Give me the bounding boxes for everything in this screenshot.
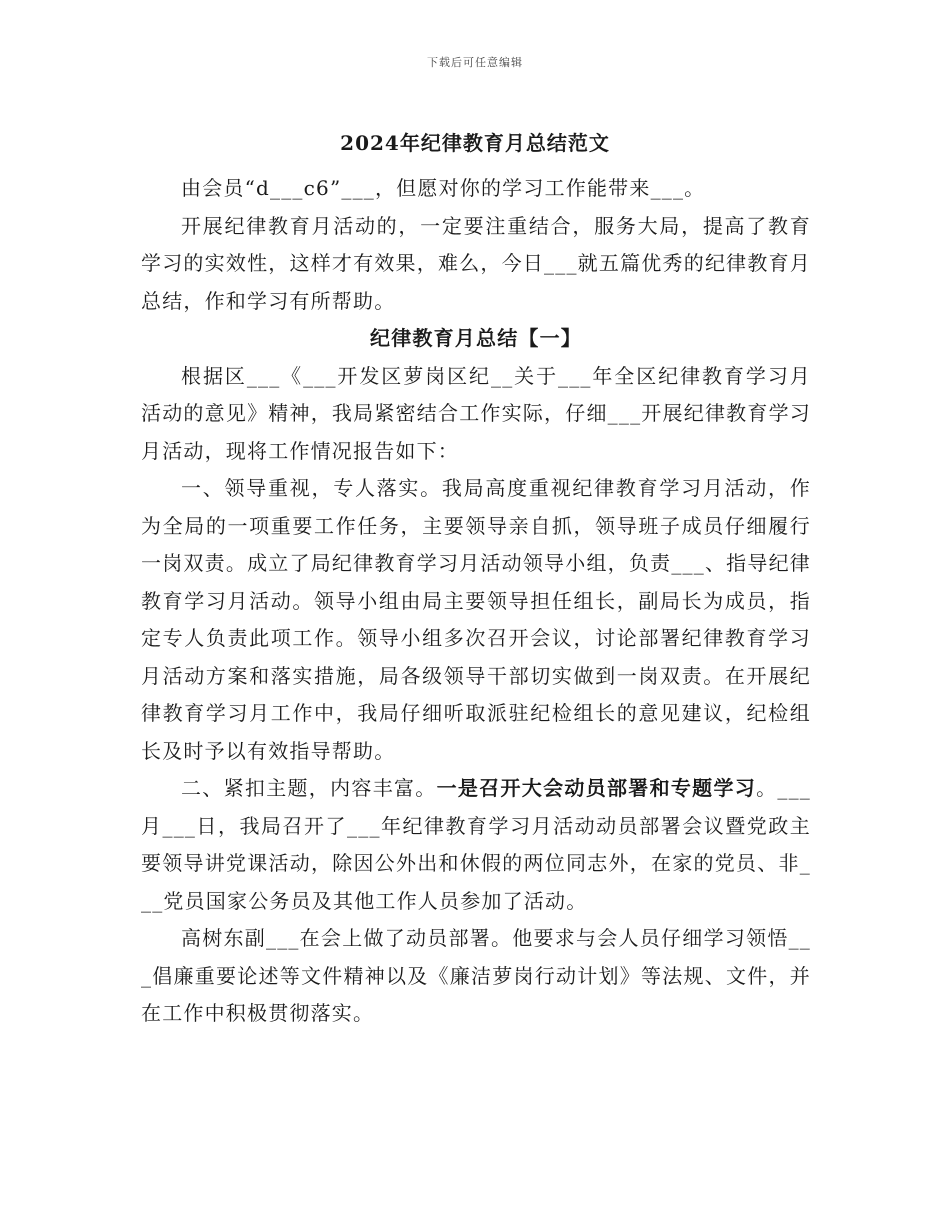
section-heading: 纪律教育月总结【一】 [370,326,582,350]
section-paragraph-4: 高树东副___在会上做了动员部署。他要求与会人员仔细学习领悟___倡廉重要论述等文件精神以及《廉洁萝岗行动计划》等法规、文件，并在工作中积极贯彻落实。 [141,926,811,1025]
document-title: 2024年纪律教育月总结范文 [340,131,610,155]
section-paragraph-2: 一、领导重视，专人落实。我局高度重视纪律教育学习月活动，作为全局的一项重要工作任务，主要领导亲自抓，领导班子成员仔细履行一岗双责。成立了局纪律教育学习月活动领导小组，负责___、指导纪律教育学习月活动。领导小组由局主要领导担任组长，副局长为成员，指定专人负责此项工作。领导小组多次召开会议，讨论部署纪律教育学习月活动方案和落实措施，局各级领导干部切实做到一岗双责。在开展纪律教育学习月工作中，我局仔细听取派驻纪检组长的意见建议，纪检组长及时予以有效指导帮助。 [141,476,811,763]
intro-paragraph-2: 开展纪律教育月活动的，一定要注重结合，服务大局，提高了教育学习的实效性，这样才有效果，难么，今日___就五篇优秀的纪律教育月总结，作和学习有所帮助。 [141,213,811,313]
paragraph-3-lead: 二、紧扣主题，内容丰富。 [181,776,437,800]
paragraph-3-rest: 。___月___日，我局召开了___年纪律教育学习月活动动员部署会议暨党政主要领导讲党课活动，除因公外出和休假的两位同志外，在家的党员、非___党员国家公务员及其他工作人员参加了活动。 [141,776,811,913]
paragraph-3-bold-phrase: 一是召开大会动员部署和专题学习 [436,776,757,800]
intro-paragraph-1: 由会员“d___c6”___，但愿对你的学习工作能带来___。 [181,176,706,200]
document-body [141,170,811,1033]
section-paragraph-1: 根据区___《___开发区萝岗区纪__关于___年全区纪律教育学习月活动的意见》精神，我局紧密结合工作实际，仔细___开展纪律教育学习月活动，现将工作情况报告如下： [141,363,811,463]
section-paragraph-3 [141,770,811,920]
header-note: 下载后可任意编辑 [427,56,523,69]
